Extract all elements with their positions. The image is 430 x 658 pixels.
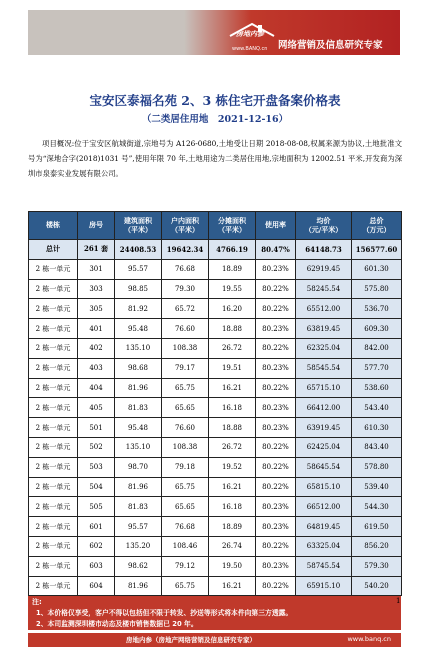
price-table bbox=[28, 211, 402, 596]
table-cell: 16.21 bbox=[209, 378, 256, 398]
table-cell: 403 bbox=[78, 358, 115, 378]
table-cell: 58545.54 bbox=[296, 358, 352, 378]
table-cell: 98.85 bbox=[115, 279, 162, 299]
page-title: 宝安区泰福名苑 2、3 栋住宅开盘备案价格表 bbox=[89, 93, 341, 108]
table-cell: 95.57 bbox=[115, 517, 162, 537]
table-row bbox=[29, 259, 402, 279]
table-cell: 502 bbox=[78, 437, 115, 457]
note-line-1: 1、本价格仅享受，客户不得以包括但不限于转发、抄送等形式将本件向第三方透露。 bbox=[36, 609, 293, 617]
table-cell: 80.22% bbox=[256, 279, 296, 299]
table-cell: 2 栋一单元 bbox=[29, 279, 78, 299]
footer-bar bbox=[28, 633, 401, 647]
table-cell: 80.22% bbox=[256, 299, 296, 319]
table-cell: 62325.04 bbox=[296, 338, 352, 358]
table-cell: 135.20 bbox=[115, 536, 162, 556]
table-cell: 19642.34 bbox=[162, 240, 209, 260]
table-row bbox=[29, 477, 402, 497]
table-cell: 65.75 bbox=[162, 378, 209, 398]
table-cell: 18.89 bbox=[209, 259, 256, 279]
table-cell: 65.65 bbox=[162, 398, 209, 418]
table-cell: 76.68 bbox=[162, 259, 209, 279]
table-cell: 2 栋一单元 bbox=[29, 457, 78, 477]
page-number: 1 bbox=[396, 597, 401, 605]
table-cell: 2 栋一单元 bbox=[29, 576, 78, 596]
table-row bbox=[29, 536, 402, 556]
table-cell: 80.23% bbox=[256, 517, 296, 537]
table-cell: 575.80 bbox=[352, 279, 402, 299]
table-cell: 81.92 bbox=[115, 299, 162, 319]
table-cell: 64148.73 bbox=[296, 240, 352, 260]
footer-url: www.banq.cn bbox=[347, 635, 391, 643]
table-cell: 536.70 bbox=[352, 299, 402, 319]
table-cell: 65.72 bbox=[162, 299, 209, 319]
column-header: 均价 （元/平米） bbox=[296, 212, 352, 240]
table-cell: 总计 bbox=[29, 240, 78, 260]
logo-name: 房地内参 bbox=[236, 30, 264, 38]
table-row bbox=[29, 418, 402, 438]
table-cell: 79.30 bbox=[162, 279, 209, 299]
table-cell: 80.23% bbox=[256, 556, 296, 576]
table-cell: 2 栋一单元 bbox=[29, 378, 78, 398]
table-cell: 63919.45 bbox=[296, 418, 352, 438]
table-cell: 95.48 bbox=[115, 418, 162, 438]
brand-slogan: 网络营销及信息研究专家 bbox=[278, 40, 383, 51]
table-cell: 577.70 bbox=[352, 358, 402, 378]
table-cell: 2 栋一单元 bbox=[29, 418, 78, 438]
table-cell: 16.18 bbox=[209, 398, 256, 418]
table-cell: 80.23% bbox=[256, 259, 296, 279]
table-cell: 261 套 bbox=[78, 240, 115, 260]
table-cell: 2 栋一单元 bbox=[29, 319, 78, 339]
table-cell: 63819.45 bbox=[296, 319, 352, 339]
table-cell: 80.23% bbox=[256, 319, 296, 339]
table-cell: 64819.45 bbox=[296, 517, 352, 537]
table-cell: 108.38 bbox=[162, 437, 209, 457]
table-cell: 2 栋一单元 bbox=[29, 398, 78, 418]
table-cell: 98.70 bbox=[115, 457, 162, 477]
table-cell: 305 bbox=[78, 299, 115, 319]
table-cell: 79.12 bbox=[162, 556, 209, 576]
table-cell: 58245.54 bbox=[296, 279, 352, 299]
table-cell: 81.96 bbox=[115, 477, 162, 497]
table-cell: 601 bbox=[78, 517, 115, 537]
table-cell: 303 bbox=[78, 279, 115, 299]
table-cell: 505 bbox=[78, 497, 115, 517]
table-cell: 65.75 bbox=[162, 477, 209, 497]
table-cell: 503 bbox=[78, 457, 115, 477]
table-cell: 2 栋一单元 bbox=[29, 259, 78, 279]
header-banner bbox=[28, 10, 400, 55]
table-cell: 95.57 bbox=[115, 259, 162, 279]
table-cell: 18.89 bbox=[209, 517, 256, 537]
table-row bbox=[29, 457, 402, 477]
table-cell: 603 bbox=[78, 556, 115, 576]
table-cell: 501 bbox=[78, 418, 115, 438]
table-cell: 135.10 bbox=[115, 338, 162, 358]
table-cell: 80.47% bbox=[256, 240, 296, 260]
table-cell: 80.22% bbox=[256, 576, 296, 596]
table-cell: 80.22% bbox=[256, 338, 296, 358]
table-cell: 65.65 bbox=[162, 497, 209, 517]
table-row bbox=[29, 517, 402, 537]
page-subtitle: （二类居住用地 2021-12-16） bbox=[141, 114, 289, 125]
table-cell: 538.60 bbox=[352, 378, 402, 398]
table-cell: 76.60 bbox=[162, 418, 209, 438]
table-cell: 504 bbox=[78, 477, 115, 497]
logo-url: www.BANQ.cn bbox=[232, 46, 268, 52]
notes-label: 注: bbox=[32, 598, 42, 606]
table-cell: 80.23% bbox=[256, 418, 296, 438]
table-cell: 80.23% bbox=[256, 497, 296, 517]
table-cell: 16.18 bbox=[209, 497, 256, 517]
table-cell: 610.30 bbox=[352, 418, 402, 438]
table-cell: 58745.54 bbox=[296, 556, 352, 576]
table-cell: 66512.00 bbox=[296, 497, 352, 517]
column-header: 户内面积 （平米） bbox=[162, 212, 209, 240]
table-cell: 404 bbox=[78, 378, 115, 398]
table-row bbox=[29, 358, 402, 378]
table-cell: 301 bbox=[78, 259, 115, 279]
table-cell: 602 bbox=[78, 536, 115, 556]
table-cell: 135.10 bbox=[115, 437, 162, 457]
table-cell: 842.00 bbox=[352, 338, 402, 358]
table-cell: 108.38 bbox=[162, 338, 209, 358]
table-cell: 18.88 bbox=[209, 319, 256, 339]
table-cell: 66412.00 bbox=[296, 398, 352, 418]
table-cell: 19.52 bbox=[209, 457, 256, 477]
table-cell: 65512.00 bbox=[296, 299, 352, 319]
footer-brand: 房地内参（房地产网络营销及信息研究专家） bbox=[126, 636, 256, 644]
table-cell: 2 栋一单元 bbox=[29, 517, 78, 537]
table-cell: 16.21 bbox=[209, 576, 256, 596]
notes-box bbox=[28, 596, 401, 630]
table-cell: 2 栋一单元 bbox=[29, 358, 78, 378]
table-cell: 604 bbox=[78, 576, 115, 596]
table-row bbox=[29, 556, 402, 576]
table-cell: 80.23% bbox=[256, 398, 296, 418]
table-cell: 2 栋一单元 bbox=[29, 556, 78, 576]
table-cell: 63325.04 bbox=[296, 536, 352, 556]
table-cell: 579.30 bbox=[352, 556, 402, 576]
table-cell: 156577.60 bbox=[352, 240, 402, 260]
table-cell: 65715.10 bbox=[296, 378, 352, 398]
table-cell: 401 bbox=[78, 319, 115, 339]
note-line-2: 2、本司监测深圳楼市动态及楼市销售数据已 20 年。 bbox=[36, 620, 198, 628]
table-cell: 98.68 bbox=[115, 358, 162, 378]
table-row bbox=[29, 279, 402, 299]
table-cell: 2 栋一单元 bbox=[29, 338, 78, 358]
column-header: 使用率 bbox=[256, 212, 296, 240]
table-cell: 540.20 bbox=[352, 576, 402, 596]
table-cell: 16.20 bbox=[209, 299, 256, 319]
table-cell: 843.40 bbox=[352, 437, 402, 457]
table-header-row bbox=[29, 212, 402, 240]
table-cell: 19.55 bbox=[209, 279, 256, 299]
table-cell: 80.22% bbox=[256, 437, 296, 457]
table-cell: 856.20 bbox=[352, 536, 402, 556]
table-cell: 79.18 bbox=[162, 457, 209, 477]
table-cell: 80.22% bbox=[256, 536, 296, 556]
table-cell: 80.22% bbox=[256, 457, 296, 477]
column-header: 房号 bbox=[78, 212, 115, 240]
table-cell: 62919.45 bbox=[296, 259, 352, 279]
column-header: 分摊面积 （平米） bbox=[209, 212, 256, 240]
table-row bbox=[29, 319, 402, 339]
table-cell: 26.72 bbox=[209, 437, 256, 457]
column-header: 总价 （万元） bbox=[352, 212, 402, 240]
table-cell: 19.51 bbox=[209, 358, 256, 378]
table-cell: 609.30 bbox=[352, 319, 402, 339]
table-cell: 2 栋一单元 bbox=[29, 536, 78, 556]
table-cell: 539.40 bbox=[352, 477, 402, 497]
project-overview: 项目概况:位于宝安区航城街道,宗地号为 A126-0680,土地受让日期 2018-08-08,权属来源为协议,土地批准文号为“深地合字(2018)1031 号”,使用年限 70 年,土地用途为二类居住用地,宗地面积为 12002.51 平米,开发商为深圳市泉泰实业发展有限公司。 bbox=[28, 139, 402, 178]
table-cell: 24408.53 bbox=[115, 240, 162, 260]
table-row bbox=[29, 576, 402, 596]
table-cell: 79.17 bbox=[162, 358, 209, 378]
table-cell: 543.40 bbox=[352, 398, 402, 418]
table-cell: 65915.10 bbox=[296, 576, 352, 596]
table-row bbox=[29, 437, 402, 457]
table-row bbox=[29, 338, 402, 358]
table-cell: 80.22% bbox=[256, 477, 296, 497]
table-row bbox=[29, 299, 402, 319]
table-cell: 16.21 bbox=[209, 477, 256, 497]
table-cell: 4766.19 bbox=[209, 240, 256, 260]
table-cell: 80.22% bbox=[256, 378, 296, 398]
table-cell: 65.75 bbox=[162, 576, 209, 596]
table-cell: 402 bbox=[78, 338, 115, 358]
table-cell: 81.83 bbox=[115, 497, 162, 517]
table-row bbox=[29, 398, 402, 418]
table-cell: 2 栋一单元 bbox=[29, 299, 78, 319]
table-cell: 19.50 bbox=[209, 556, 256, 576]
table-cell: 65815.10 bbox=[296, 477, 352, 497]
table-cell: 619.50 bbox=[352, 517, 402, 537]
table-cell: 81.96 bbox=[115, 378, 162, 398]
table-cell: 26.72 bbox=[209, 338, 256, 358]
table-row bbox=[29, 378, 402, 398]
table-cell: 578.80 bbox=[352, 457, 402, 477]
table-cell: 76.60 bbox=[162, 319, 209, 339]
table-cell: 80.23% bbox=[256, 358, 296, 378]
column-header: 楼栋 bbox=[29, 212, 78, 240]
column-header: 建筑面积 （平米） bbox=[115, 212, 162, 240]
table-cell: 81.96 bbox=[115, 576, 162, 596]
table-cell: 62425.04 bbox=[296, 437, 352, 457]
table-cell: 81.83 bbox=[115, 398, 162, 418]
table-cell: 108.46 bbox=[162, 536, 209, 556]
table-cell: 76.68 bbox=[162, 517, 209, 537]
table-cell: 2 栋一单元 bbox=[29, 437, 78, 457]
table-cell: 95.48 bbox=[115, 319, 162, 339]
table-total-row bbox=[29, 240, 402, 260]
table-row bbox=[29, 497, 402, 517]
table-cell: 544.30 bbox=[352, 497, 402, 517]
table-cell: 18.88 bbox=[209, 418, 256, 438]
table-cell: 2 栋一单元 bbox=[29, 477, 78, 497]
table-cell: 405 bbox=[78, 398, 115, 418]
table-cell: 26.74 bbox=[209, 536, 256, 556]
table-cell: 58645.54 bbox=[296, 457, 352, 477]
table-cell: 2 栋一单元 bbox=[29, 497, 78, 517]
table-cell: 98.62 bbox=[115, 556, 162, 576]
table-cell: 601.30 bbox=[352, 259, 402, 279]
